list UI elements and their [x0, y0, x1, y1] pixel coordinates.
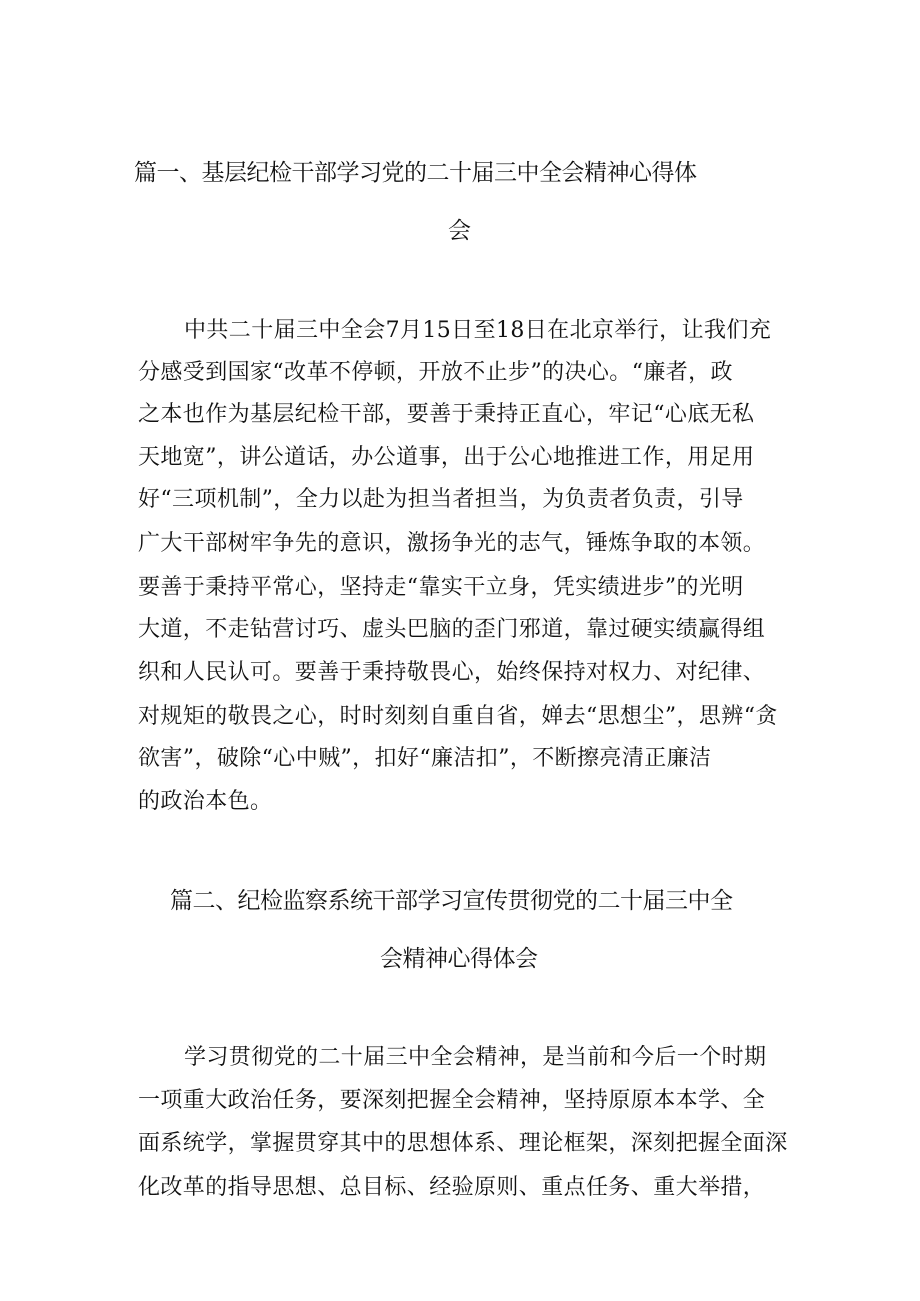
paragraph-line: 好“三项机制”，全力以赴为担当者担当，为负责者负责，引导: [138, 487, 744, 512]
section1-title-line1: 篇一、基层纪检干部学习党的二十届三中全会精神心得体: [134, 160, 697, 186]
paragraph-line: 学习贯彻党的二十届三中全会精神，是当前和今后一个时期: [184, 1045, 767, 1070]
paragraph-line: 的政治本色。: [138, 789, 273, 814]
paragraph-line: 分感受到国家“改革不停顿，开放不止步”的决心。“廉者，政: [138, 360, 733, 385]
section1-title-line2: 会: [448, 218, 471, 244]
paragraph-line: 大道，不走钻营讨巧、虚头巴脑的歪门邪道，靠过硬实绩赢得组: [138, 617, 766, 642]
paragraph-line: 对规矩的敬畏之心，时时刻刻自重自省，婵去“思想尘”，思辨“贪: [138, 704, 778, 729]
section2-title-line2: 会精神心得体会: [380, 946, 538, 972]
paragraph-line: 之本也作为基层纪检干部，要善于秉持正直心，牢记“心底无私: [138, 402, 755, 427]
paragraph-line: 中共二十届三中全会7月15日至18日在北京举行，让我们充: [184, 318, 772, 343]
section2-title-line1: 篇二、纪检监察系统干部学习宣传贯彻党的二十届三中全: [170, 888, 733, 914]
paragraph-line: 织和人民认可。要善于秉持敬畏心，始终保持对权力、对纪律、: [138, 660, 766, 685]
paragraph-line: 欲害”，破除“心中贼”，扣好“廉洁扣”，不断擦亮清正廉洁: [138, 746, 712, 771]
paragraph-line: 天地宽”，讲公道话，办公道事，出于公心地推进工作，用足用: [138, 445, 755, 470]
paragraph-line: 面系统学，掌握贯穿其中的思想体系、理论框架，深刻把握全面深: [138, 1131, 788, 1156]
paragraph-line: 广大干部树牢争先的意识，激扬争光的志气，锤炼争取的本领。: [138, 531, 766, 556]
paragraph-line: 一项重大政治任务，要深刻把握全会精神，坚持原原本本学、全: [138, 1088, 766, 1113]
paragraph-line: 化改革的指导思想、总目标、经验原则、重点任务、重大举措，: [138, 1175, 766, 1200]
paragraph-line: 要善于秉持平常心，坚持走“靠实干立身，凭实绩进步”的光明: [138, 575, 744, 600]
